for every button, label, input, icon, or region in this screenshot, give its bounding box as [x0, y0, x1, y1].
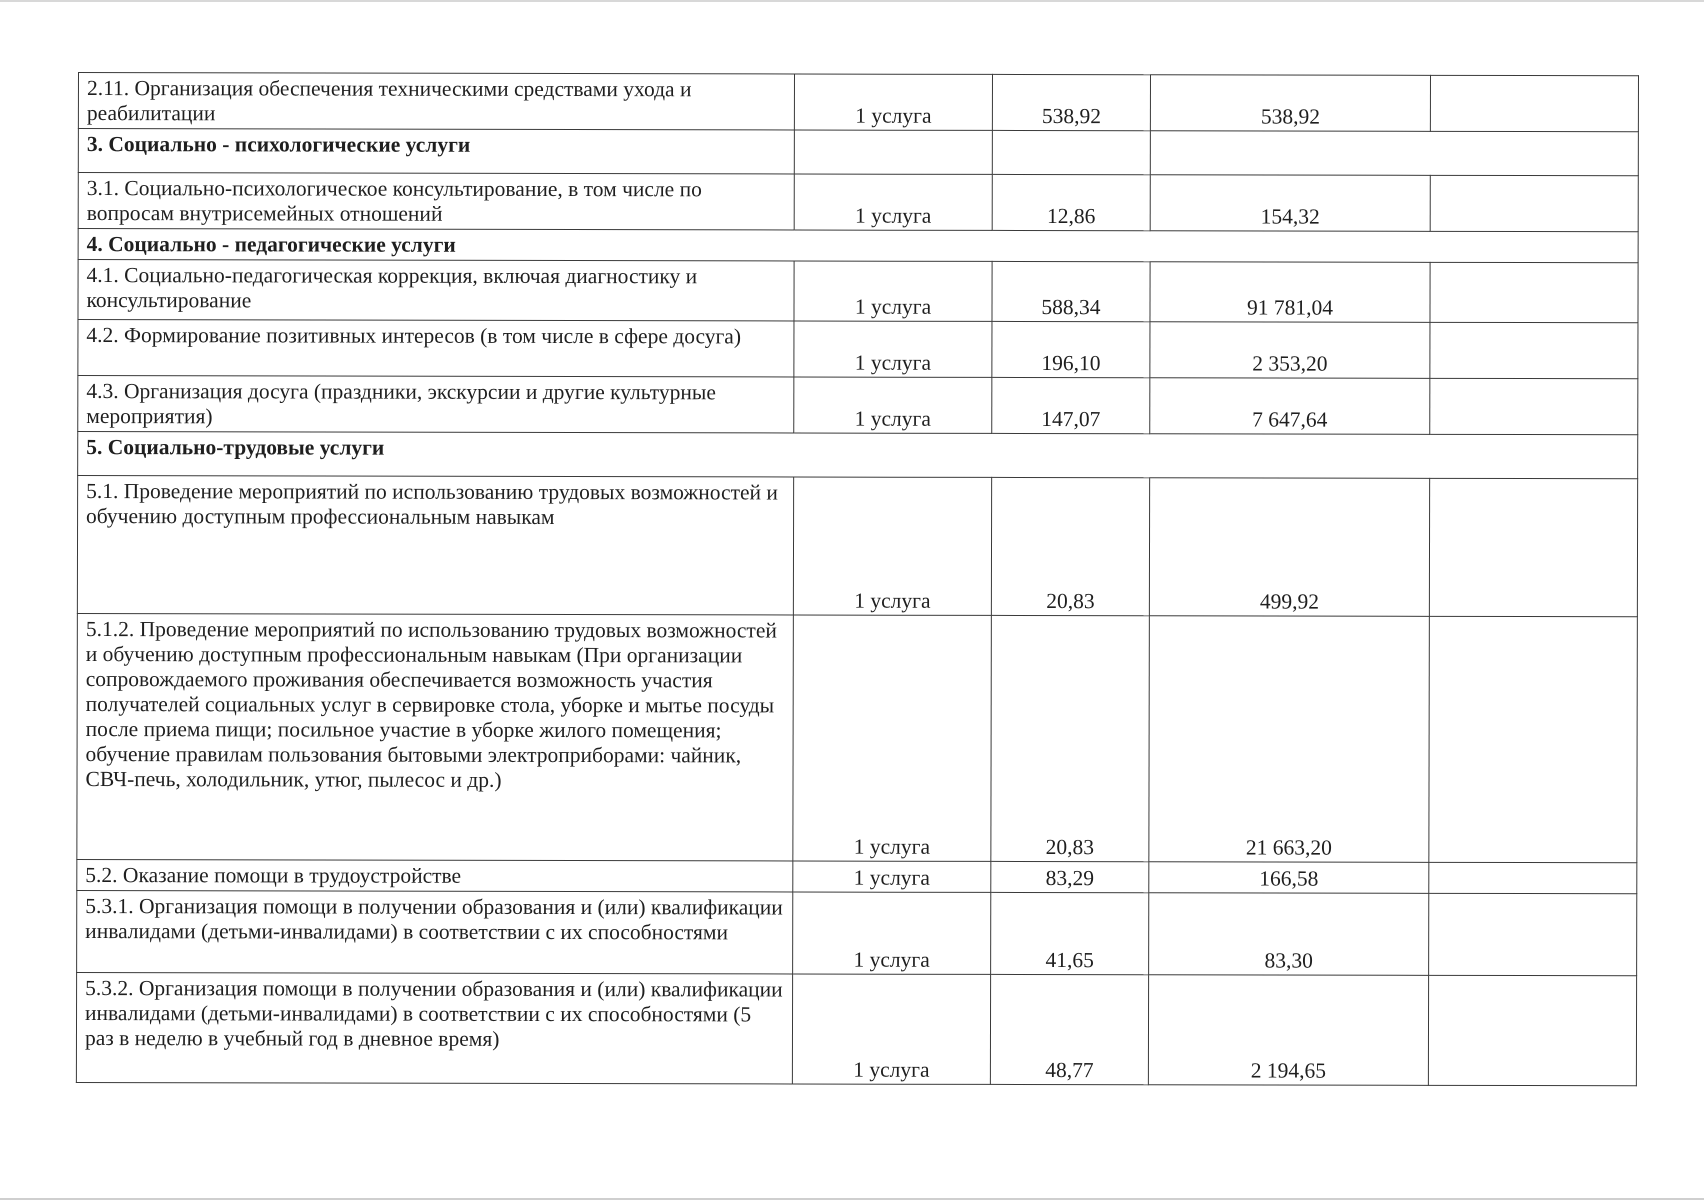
service-unit: 1 услуга: [793, 892, 991, 974]
service-name: 5.1.2. Проведение мероприятий по использованию трудовых возможностей и обучению доступным профессиональным навыкам (При организации сопровождаемого проживания обеспечивается возможность участия получателей социальных услуг в сервировке стола, уборке и мытье посуды после приема пищи; посильное участие в уборке жилого помещения; обучение правилам пользования бытовыми электроприборами: чайник, СВЧ-печь, холодильник, утюг, пылесос и др.): [77, 613, 794, 860]
table-row: [77, 859, 1637, 893]
table-row: [78, 260, 1638, 323]
service-price: 48,77: [990, 974, 1148, 1084]
empty-cell: [1430, 75, 1638, 131]
empty-cell: [1429, 616, 1638, 862]
empty-cell: [1430, 322, 1638, 378]
service-price: 147,07: [992, 377, 1150, 433]
empty-cell: [1150, 131, 1638, 176]
section-title: 3. Социально - психологические услуги: [78, 129, 794, 174]
service-price: 20,83: [991, 477, 1149, 615]
service-unit: 1 услуга: [794, 377, 992, 433]
service-price: 196,10: [992, 321, 1150, 377]
service-name: 5.2. Оказание помощи в трудоустройстве: [77, 859, 793, 891]
service-price: 20,83: [991, 615, 1150, 861]
section-row: [78, 129, 1638, 176]
service-total: 21 663,20: [1149, 616, 1430, 863]
service-unit: 1 услуга: [794, 261, 992, 321]
section-row: [78, 229, 1638, 263]
empty-cell: [1430, 378, 1638, 434]
service-unit: 1 услуга: [794, 321, 992, 377]
service-price: 538,92: [992, 74, 1150, 130]
service-price: 83,29: [991, 861, 1149, 892]
section-row: [78, 432, 1638, 479]
service-unit: 1 услуга: [793, 861, 991, 892]
service-name: 4.3. Организация досуга (праздники, экскурсии и другие культурные мероприятия): [78, 376, 794, 433]
empty-cell: [1429, 893, 1637, 975]
service-total: 166,58: [1149, 862, 1429, 894]
service-total: 2 194,65: [1148, 975, 1428, 1086]
service-unit: 1 услуга: [794, 74, 992, 130]
service-unit: 1 услуга: [793, 615, 992, 861]
service-name: 2.11. Организация обеспечения техническими средствами ухода и реабилитации: [78, 73, 794, 130]
table-row: [77, 890, 1637, 975]
section-title: 5. Социально-трудовые услуги: [78, 432, 1638, 479]
service-total: 2 353,20: [1150, 322, 1430, 379]
scan-edge-top: [0, 0, 1704, 2]
service-name: 4.1. Социально-педагогическая коррекция, включая диагностику и консультирование: [78, 260, 794, 321]
services-price-table: [76, 72, 1639, 1086]
table-row: [78, 73, 1638, 132]
empty-cell: [992, 130, 1150, 174]
table-row: [77, 476, 1637, 617]
empty-cell: [1430, 175, 1638, 231]
service-total: 91 781,04: [1150, 262, 1430, 323]
empty-cell: [1428, 975, 1636, 1085]
table-row: [76, 972, 1636, 1085]
service-unit: 1 услуга: [792, 974, 990, 1084]
service-unit: 1 услуга: [794, 174, 992, 230]
service-total: 538,92: [1150, 75, 1430, 132]
service-name: 4.2. Формирование позитивных интересов (в том числе в сфере досуга): [78, 320, 794, 377]
empty-cell: [1430, 262, 1638, 322]
service-price: 12,86: [992, 174, 1150, 230]
service-total: 499,92: [1149, 478, 1429, 617]
empty-cell: [1429, 862, 1637, 893]
service-name: 5.3.1. Организация помощи в получении образования и (или) квалификации инвалидами (детьми-инвалидами) в соответствии с их способностями: [77, 890, 793, 973]
service-name: 5.1. Проведение мероприятий по использованию трудовых возможностей и обучению доступным профессиональным навыкам: [77, 476, 793, 615]
service-unit: 1 услуга: [793, 477, 991, 615]
service-total: 7 647,64: [1150, 378, 1430, 435]
service-total: 83,30: [1149, 893, 1429, 976]
table-row: [78, 320, 1638, 379]
table-row: [78, 376, 1638, 435]
empty-cell: [1429, 478, 1637, 616]
service-total: 154,32: [1150, 175, 1430, 232]
section-title: 4. Социально - педагогические услуги: [78, 229, 1638, 263]
empty-cell: [794, 130, 992, 174]
service-price: 588,34: [992, 261, 1150, 321]
table-row: [78, 173, 1638, 232]
service-name: 5.3.2. Организация помощи в получении образования и (или) квалификации инвалидами (детьми-инвалидами) в соответствии с их способностями (5 раз в неделю в учебный год в дневное время): [76, 972, 792, 1083]
table-row: [77, 613, 1638, 862]
service-price: 41,65: [991, 892, 1149, 974]
service-name: 3.1. Социально-психологическое консультирование, в том числе по вопросам внутрисемейных отношений: [78, 173, 794, 230]
